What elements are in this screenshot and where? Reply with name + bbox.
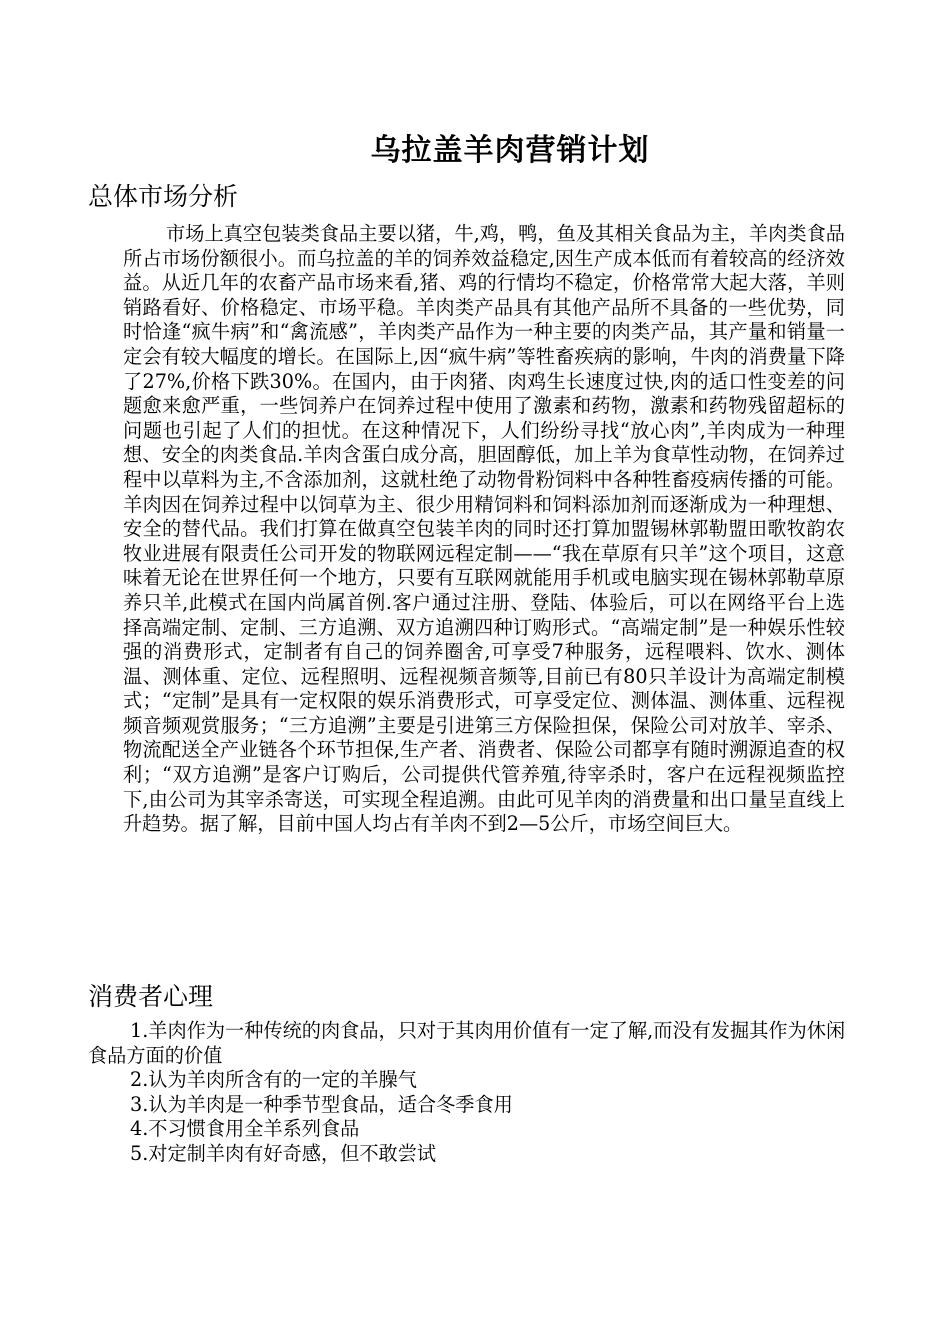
section-heading-consumer-psychology: 消费者心理	[88, 982, 214, 1011]
market-analysis-paragraph: 市场上真空包装类食品主要以猪，牛,鸡，鸭，鱼及其相关食品为主，羊肉类食品所占市场份额很小。而乌拉盖的羊的饲养效益稳定,因生产成本低而有着较高的经济效益。从近几年的农畜产品市场来看,猪、鸡的行情均不稳定，价格常常大起大落，羊则销路看好、价格稳定、市场平稳。羊肉类产品具有其他产品所不具备的一些优势，同时恰逢“疯牛病”和“禽流感”，羊肉类产品作为一种主要的肉类产品，其产量和销量一定会有较大幅度的增长。在国际上,因“疯牛病”等牲畜疾病的影响，牛肉的消费量下降了27%,价格下跌30%。在国内，由于肉猪、肉鸡生长速度过快,肉的适口性变差的问题愈来愈严重，一些饲养户在饲养过程中使用了激素和药物，激素和药物残留超标的问题也引起了人们的担忧。在这种情况下，人们纷纷寻找“放心肉”,羊肉成为一种理想、安全的肉类食品.羊肉含蛋白成分高，胆固醇低，加上羊为食草性动物，在饲养过程中以草料为主,不含添加剂，这就杜绝了动物骨粉饲料中各种牲畜疫病传播的可能。羊肉因在饲养过程中以饲草为主、很少用精饲料和饲料添加剂而逐渐成为一种理想、安全的替代品。我们打算在做真空包装羊肉的同时还打算加盟锡林郭勒盟田歌牧韵农牧业进展有限责任公司开发的物联网远程定制——“我在草原有只羊”这个项目，这意味着无论在世界任何一个地方，只要有互联网就能用手机或电脑实现在锡林郭勒草原养只羊,此模式在国内尚属首例.客户通过注册、登陆、体验后，可以在网络平台上选择高端定制、定制、三方追溯、双方追溯四种订购形式。“高端定制”是一种娱乐性较强的消费形式，定制者有自己的饲养圈舍,可享受7种服务，远程喂料、饮水、测体温、测体重、定位、远程照明、远程视频音频等,目前已有80只羊设计为高端定制模式；“定制”是具有一定权限的娱乐消费形式，可享受定位、测体温、测体重、远程视频音频观赏服务；“三方追溯”主要是引进第三方保险担保，保险公司对放羊、宰杀、物流配送全产业链各个环节担保,生产者、消费者、保险公司都享有随时溯源追查的权利；“双方追溯”是客户订购后，公司提供代管养殖,待宰杀时，客户在远程视频监控下,由公司为其宰杀寄送，可实现全程追溯。由此可见羊肉的消费量和出口量呈直线上升趋势。据了解，目前中国人均占有羊肉不到2—5公斤，市场空间巨大。	[123, 222, 845, 836]
list-item: 2.认为羊肉所含有的一定的羊臊气	[130, 1068, 417, 1092]
list-item: 3.认为羊肉是一种季节型食品，适合冬季食用	[130, 1092, 513, 1116]
section-heading-market-analysis: 总体市场分析	[88, 182, 239, 211]
list-item: 4.不习惯食用全羊系列食品	[130, 1117, 360, 1141]
document-title: 乌拉盖羊肉营销计划	[370, 133, 650, 168]
consumer-psychology-list	[88, 1019, 863, 1167]
list-item: 1.羊肉作为一种传统的肉食品，只对于其肉用价值有一定了解,而没有发掘其作为休闲食品方面的价值	[88, 1019, 846, 1067]
list-item: 5.对定制羊肉有好奇感，但不敢尝试	[130, 1141, 437, 1165]
